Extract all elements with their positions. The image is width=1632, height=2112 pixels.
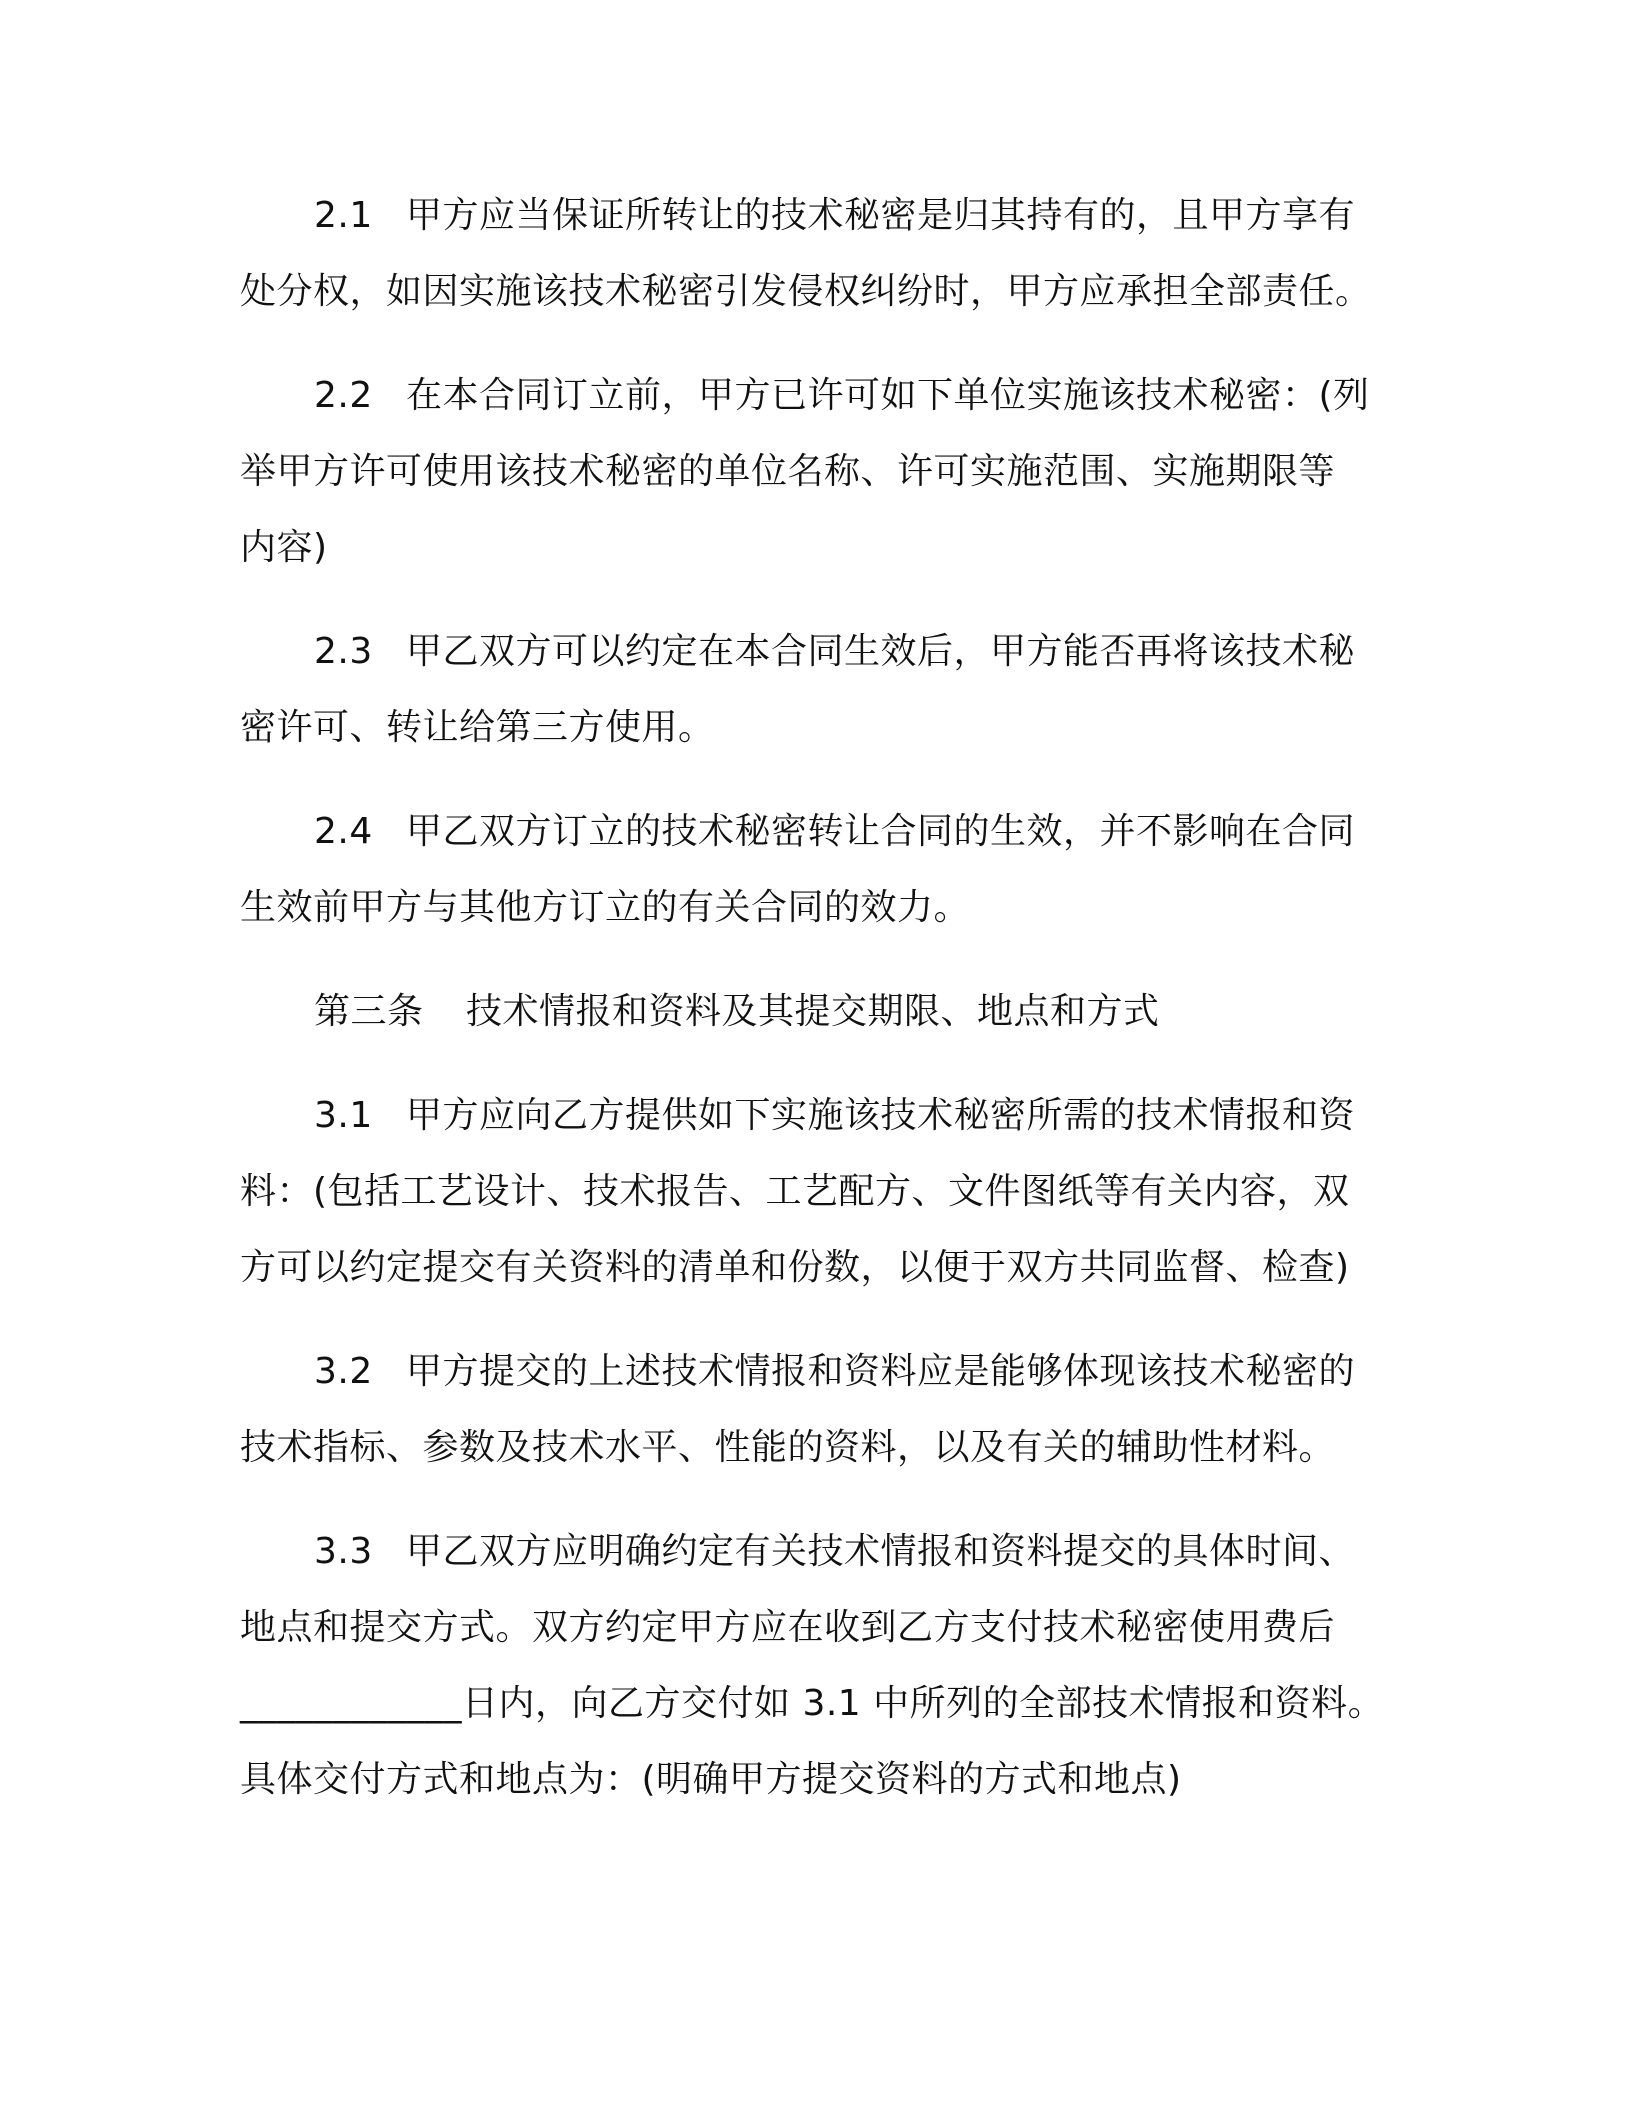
clause-text: 甲方应向乙方提供如下实施该技术秘密所需的技术情报和资 [406, 1095, 1356, 1136]
clause-2-3-line-1 [314, 628, 1355, 676]
clause-3-1-line-3: 方可以约定提交有关资料的清单和份数，以便于双方共同监督、检查) [240, 1247, 1350, 1288]
clause-3-2-line-2: 技术指标、参数及技术水平、性能的资料，以及有关的辅助性材料。 [240, 1427, 1336, 1468]
clause-3-3-line-1 [314, 1528, 1355, 1576]
clause-2-4-line-2: 生效前甲方与其他方订立的有关合同的效力。 [240, 887, 971, 928]
clause-2-4-line-1 [314, 808, 1355, 856]
clause-3-3-line-2: 地点和提交方式。双方约定甲方应在收到乙方支付技术秘密使用费后 [240, 1607, 1336, 1648]
article-3-heading [314, 988, 1160, 1036]
clause-text: 甲乙双方应明确约定有关技术情报和资料提交的具体时间、 [406, 1531, 1356, 1572]
clause-text: 甲乙双方订立的技术秘密转让合同的生效，并不影响在合同 [406, 811, 1356, 852]
clause-number: 3.2 [314, 1351, 373, 1392]
clause-3-1-line-2: 料：(包括工艺设计、技术报告、工艺配方、文件图纸等有关内容，双 [240, 1171, 1350, 1212]
clause-number: 2.2 [314, 375, 373, 416]
clause-number: 2.4 [314, 811, 373, 852]
clause-2-2-line-3: 内容) [240, 527, 328, 568]
clause-3-2-line-1 [314, 1348, 1355, 1396]
clause-text: 甲乙双方可以约定在本合同生效后，甲方能否再将该技术秘 [406, 631, 1356, 672]
clause-3-3-line-4: 具体交付方式和地点为：(明确甲方提交资料的方式和地点) [240, 1759, 1182, 1800]
clause-number: 3.3 [314, 1531, 373, 1572]
clause-text: 在本合同订立前，甲方已许可如下单位实施该技术秘密：(列 [406, 375, 1370, 416]
clause-number: 3.1 [314, 1095, 373, 1136]
clause-2-2-line-1 [314, 372, 1370, 420]
clause-2-3-line-2: 密许可、转让给第三方使用。 [240, 707, 715, 748]
clause-number: 2.1 [314, 195, 373, 236]
clause-2-2-line-2: 举甲方许可使用该技术秘密的单位名称、许可实施范围、实施期限等 [240, 451, 1336, 492]
clause-3-3-line-3: ____________日内，向乙方交付如 3.1 中所列的全部技术情报和资料。 [240, 1683, 1385, 1724]
clause-number: 2.3 [314, 631, 373, 672]
clause-2-1-line-1 [314, 192, 1355, 240]
clause-text: 甲方提交的上述技术情报和资料应是能够体现该技术秘密的 [406, 1351, 1356, 1392]
clause-2-1-line-2: 处分权，如因实施该技术秘密引发侵权纠纷时，甲方应承担全部责任。 [240, 271, 1372, 312]
article-title: 技术情报和资料及其提交期限、地点和方式 [466, 991, 1160, 1032]
clause-3-1-line-1 [314, 1092, 1355, 1140]
article-label: 第三条 [314, 991, 424, 1032]
clause-text: 甲方应当保证所转让的技术秘密是归其持有的，且甲方享有 [406, 195, 1356, 236]
